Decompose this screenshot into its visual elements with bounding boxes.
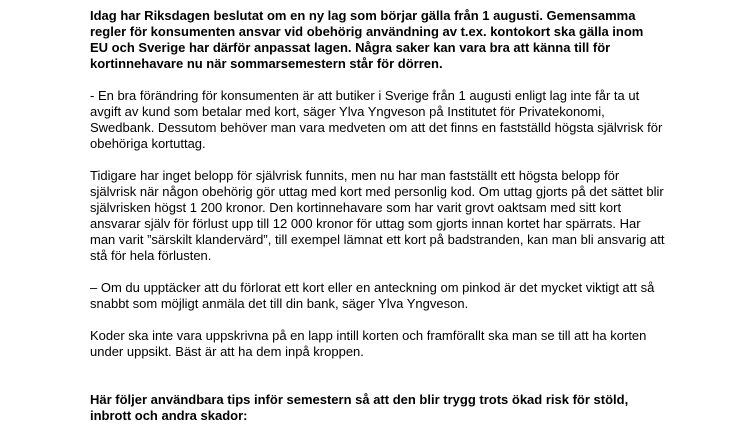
body-paragraph-codes: Koder ska inte vara uppskrivna på en lapp intill korten och framförallt ska man se till att ha korten under uppsikt. Bäst är att ha dem inpå kroppen. [90,328,647,359]
body-paragraph-fee-rule: - En bra förändring för konsumenten är att butiker i Sverige från 1 augusti enligt lag inte får ta ut avgift av kund som betalar med kort, säger Ylva Yngveson på Institutet för Privatekonomi, Swedbank. Dessutom behöver man vara medveten om att det finns en fastställd högsta självrisk för obehöriga kortuttag. [90,88,663,151]
document-page [90,8,720,440]
body-paragraph-deductible: Tidigare har inget belopp för självrisk funnits, men nu har man fastställt ett högsta belopp för självrisk när någon obehörig gör uttag med kort med personlig kod. Om uttag gjorts på det sättet blir självrisken högst 1 200 kronor. Den kortinnehavare som har varit grovt oaktsam med sitt kort ansvarar själv för förlust upp till 12 000 kronor för uttag som gjorts innan kortet har spärrats. Har man varit ”särskilt klandervärd”, till exempel lämnat ett kort på badstranden, kan man bli ansvarig att stå för hela förlusten. [90,168,665,263]
intro-paragraph: Idag har Riksdagen beslutat om en ny lag som börjar gälla från 1 augusti. Gemensamma regler för konsumenten ansvar vid obehörig användning av t.ex. kontokort ska gälla inom EU och Sverige har därför anpassat lagen. Några saker kan vara bra att känna till för kortinnehavare nu när sommarsemestern står för dörren. [90,8,644,71]
tips-heading: Här följer användbara tips inför semestern så att den blir trygg trots ökad risk för stöld, inbrott och andra skador: [90,392,629,423]
body-paragraph-report-loss: – Om du upptäcker att du förlorat ett kort eller en anteckning om pinkod är det mycket viktigt att så snabbt som möjligt anmäla det till din bank, säger Ylva Yngveson. [90,280,655,311]
